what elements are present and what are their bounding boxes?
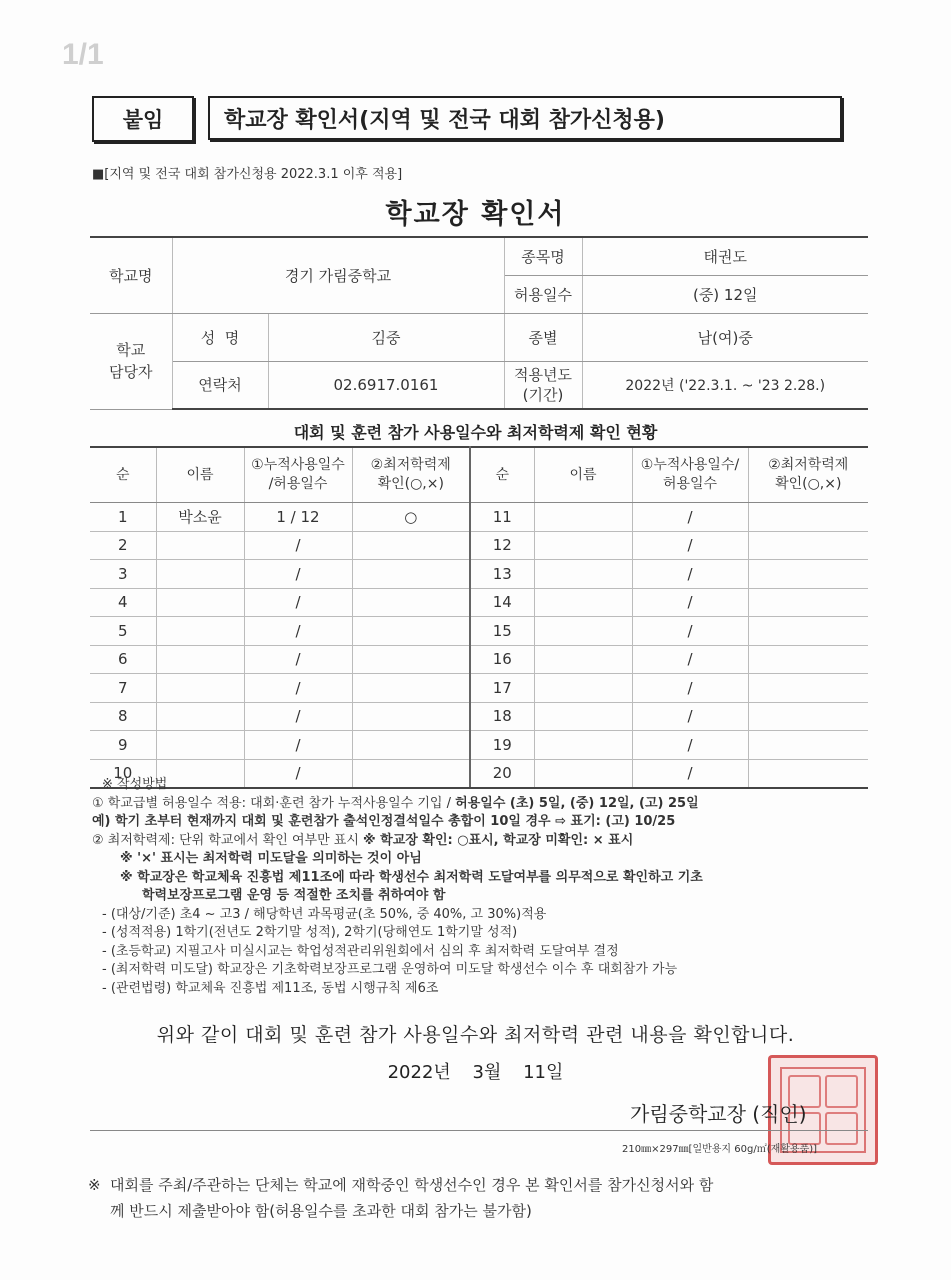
row-days-right: / (632, 503, 748, 532)
col-days-line2: /허용일수 (268, 476, 328, 492)
school-value: 경기 가림중학교 (172, 237, 504, 313)
row-days: / (244, 731, 352, 760)
date-day: 11일 (523, 1062, 564, 1083)
row-academic (352, 702, 470, 731)
row-days: 1 / 12 (244, 503, 352, 532)
col-name: 이름 (156, 447, 244, 503)
row-no: 10 (90, 759, 156, 788)
row-academic-right (748, 617, 868, 646)
row-days-right: / (632, 560, 748, 589)
year-value: 2022년 ('22.3.1. ~ '23 2.28.) (582, 361, 868, 409)
document-title: 학교장 확인서 (385, 199, 566, 230)
signer-name: 가림중학교장 (직인) (630, 1102, 807, 1126)
row-name (156, 731, 244, 760)
row-no-right: 15 (470, 617, 534, 646)
row-name-right (534, 731, 632, 760)
row-name-right (534, 560, 632, 589)
col-days (244, 447, 352, 503)
table-row (90, 503, 868, 532)
row-no: 6 (90, 645, 156, 674)
col-name-right: 이름 (534, 447, 632, 503)
row-no-right: 17 (470, 674, 534, 703)
row-no: 1 (90, 503, 156, 532)
row-academic (352, 531, 470, 560)
table-row (90, 588, 868, 617)
instruction-line: 예) 학기 초부터 현재까지 대회 및 훈련참가 출석인정결석일수 총합이 10일 경우 ⇨ 표기: (고) 10/25 (92, 814, 676, 829)
page-indicator: 1/1 (62, 38, 104, 71)
row-name-right (534, 503, 632, 532)
col-no-right: 순 (470, 447, 534, 503)
instruction-line (92, 795, 882, 814)
paper-size-note: 210㎜×297㎜[일반용지 60g/㎡(재활용품)] (622, 1144, 818, 1155)
row-days: / (244, 617, 352, 646)
row-days-right: / (632, 588, 748, 617)
row-no: 9 (90, 731, 156, 760)
table-row (90, 531, 868, 560)
row-no: 8 (90, 702, 156, 731)
writing-instructions (92, 776, 882, 998)
row-academic-right (748, 731, 868, 760)
row-academic-right (748, 674, 868, 703)
gender-label: 종별 (504, 313, 582, 361)
col-academic-right (748, 447, 868, 503)
col-days-right-line2: 허용일수 (662, 476, 718, 492)
attachment-tag: 붙임 (92, 96, 194, 142)
row-name (156, 674, 244, 703)
row-name-right (534, 588, 632, 617)
info-table (90, 236, 868, 410)
instruction-bold-text: ※ 학교장 확인: ○표시, 학교장 미확인: × 표시 (363, 832, 634, 848)
row-academic-right (748, 588, 868, 617)
row-academic-right (748, 560, 868, 589)
table-row (90, 702, 868, 731)
instruction-line: 학력보장프로그램 운영 등 적절한 조치를 취하여야 함 (142, 888, 446, 903)
row-no-right: 16 (470, 645, 534, 674)
row-academic-right (748, 503, 868, 532)
col-academic-line2: 확인(○,×) (377, 476, 444, 492)
row-no: 7 (90, 674, 156, 703)
row-no-right: 20 (470, 759, 534, 788)
row-days-right: / (632, 531, 748, 560)
table-row (90, 617, 868, 646)
row-name (156, 645, 244, 674)
row-days: / (244, 702, 352, 731)
row-academic-right (748, 531, 868, 560)
row-academic (352, 560, 470, 589)
row-days-right: / (632, 731, 748, 760)
allowed-days-label: 허용일수 (504, 275, 582, 313)
date-year: 2022년 (387, 1062, 451, 1083)
row-days-right: / (632, 759, 748, 788)
row-days: / (244, 560, 352, 589)
row-name-right (534, 702, 632, 731)
row-academic (352, 645, 470, 674)
instruction-line: - (대상/기준) 초4 ~ 고3 / 해당학년 과목평균(초 50%, 중 40%, 고 30%)적용 (102, 906, 547, 922)
event-label: 종목명 (504, 237, 582, 275)
school-label: 학교명 (90, 237, 172, 313)
row-name: 박소윤 (156, 503, 244, 532)
row-days-right: / (632, 645, 748, 674)
row-no-right: 18 (470, 702, 534, 731)
row-days-right: / (632, 702, 748, 731)
col-academic-line1: ②최저학력제 (370, 457, 451, 474)
footer-note (88, 1172, 868, 1224)
table-row (90, 560, 868, 589)
row-name-right (534, 531, 632, 560)
row-name (156, 531, 244, 560)
date-month: 3월 (472, 1062, 502, 1083)
row-days: / (244, 531, 352, 560)
instruction-line: ※ '×' 표시는 최저학력 미도달을 의미하는 것이 아님 (120, 851, 422, 866)
name-value: 김중 (268, 313, 504, 361)
footer-mark: ※ (88, 1176, 101, 1194)
instruction-bold-text: 허용일수 (초) 5일, (중) 12일, (고) 25일 (455, 795, 699, 811)
table-row (90, 731, 868, 760)
event-value: 태권도 (582, 237, 868, 275)
row-academic (352, 588, 470, 617)
row-name (156, 588, 244, 617)
row-academic (352, 617, 470, 646)
row-no-right: 11 (470, 503, 534, 532)
row-academic-right (748, 702, 868, 731)
row-name (156, 702, 244, 731)
row-no: 5 (90, 617, 156, 646)
row-days-right: / (632, 674, 748, 703)
row-academic: ○ (352, 503, 470, 532)
participation-table (90, 446, 868, 789)
row-days-right: / (632, 617, 748, 646)
year-label: 적용년도 (기간) (504, 361, 582, 409)
row-no-right: 12 (470, 531, 534, 560)
row-days: / (244, 645, 352, 674)
section-title: 대회 및 훈련 참가 사용일수와 최저학력제 확인 현황 (293, 423, 658, 442)
row-academic-right (748, 645, 868, 674)
row-no-right: 14 (470, 588, 534, 617)
row-days: / (244, 759, 352, 788)
instruction-line (92, 832, 882, 851)
instructions-heading: ※ 작성방법 (102, 777, 168, 792)
instruction-line: - (최저학력 미도달) 학교장은 기초학력보장프로그램 운영하여 미도달 학생선수 이수 후 대회참가 가능 (102, 962, 678, 977)
contact-value: 02.6917.0161 (268, 361, 504, 409)
table-row (90, 645, 868, 674)
row-academic (352, 674, 470, 703)
row-name (156, 560, 244, 589)
row-academic (352, 731, 470, 760)
col-no: 순 (90, 447, 156, 503)
instruction-text: ① 학교급별 허용일수 적용: 대회·훈련 참가 누적사용일수 기입 / (92, 795, 456, 811)
col-academic (352, 447, 470, 503)
contact-label: 연락처 (172, 361, 268, 409)
col-academic-right-line1: ②최저학력제 (768, 457, 849, 474)
applicability-note: ■[지역 및 전국 대회 참가신청용 2022.3.1 이후 적용] (92, 167, 403, 182)
instruction-text: ② 최저학력제: 단위 학교에서 확인 여부만 표시 (92, 832, 364, 848)
row-name-right (534, 674, 632, 703)
confirmation-statement: 위와 같이 대회 및 훈련 참가 사용일수와 최저학력 관련 내용을 확인합니다. (156, 1024, 795, 1046)
footer-line2: 께 반드시 제출받아야 함(허용일수를 초과한 대회 참가는 불가함) (110, 1202, 532, 1220)
allowed-days-value: (중) 12일 (582, 275, 868, 313)
header-title: 학교장 확인서(지역 및 전국 대회 참가신청용) (208, 96, 842, 140)
row-name-right (534, 645, 632, 674)
divider (90, 1130, 868, 1131)
instruction-line: - (관련법령) 학교체육 진흥법 제11조, 동법 시행규칙 제6조 (102, 980, 439, 996)
col-days-right-line1: ①누적사용일수/ (640, 457, 740, 474)
gender-value: 남(여)중 (582, 313, 868, 361)
row-days: / (244, 588, 352, 617)
table-header-row (90, 447, 868, 503)
row-name-right (534, 617, 632, 646)
col-days-right (632, 447, 748, 503)
footer-line1: 대회를 주최/주관하는 단체는 학교에 재학중인 학생선수인 경우 본 확인서를 참가신청서와 함 (110, 1176, 714, 1194)
row-no-right: 13 (470, 560, 534, 589)
row-no: 3 (90, 560, 156, 589)
row-no-right: 19 (470, 731, 534, 760)
manager-label: 학교 담당자 (90, 313, 172, 409)
instruction-line: - (초등학교) 지필고사 미실시교는 학업성적관리위원회에서 심의 후 최저학력 도달여부 결정 (102, 943, 619, 959)
row-no: 2 (90, 531, 156, 560)
col-academic-right-line2: 확인(○,×) (775, 476, 842, 492)
instruction-line: ※ 학교장은 학교체육 진흥법 제11조에 따라 학생선수 최저학력 도달여부를 의무적으로 확인하고 기초 (120, 869, 703, 885)
row-no: 4 (90, 588, 156, 617)
row-days: / (244, 674, 352, 703)
instruction-line: - (성적적용) 1학기(전년도 2학기말 성적), 2학기(당해연도 1학기말 성적) (102, 925, 518, 940)
table-row (90, 674, 868, 703)
row-name (156, 617, 244, 646)
col-days-line1: ①누적사용일수 (251, 457, 345, 474)
name-label: 성 명 (172, 313, 268, 361)
